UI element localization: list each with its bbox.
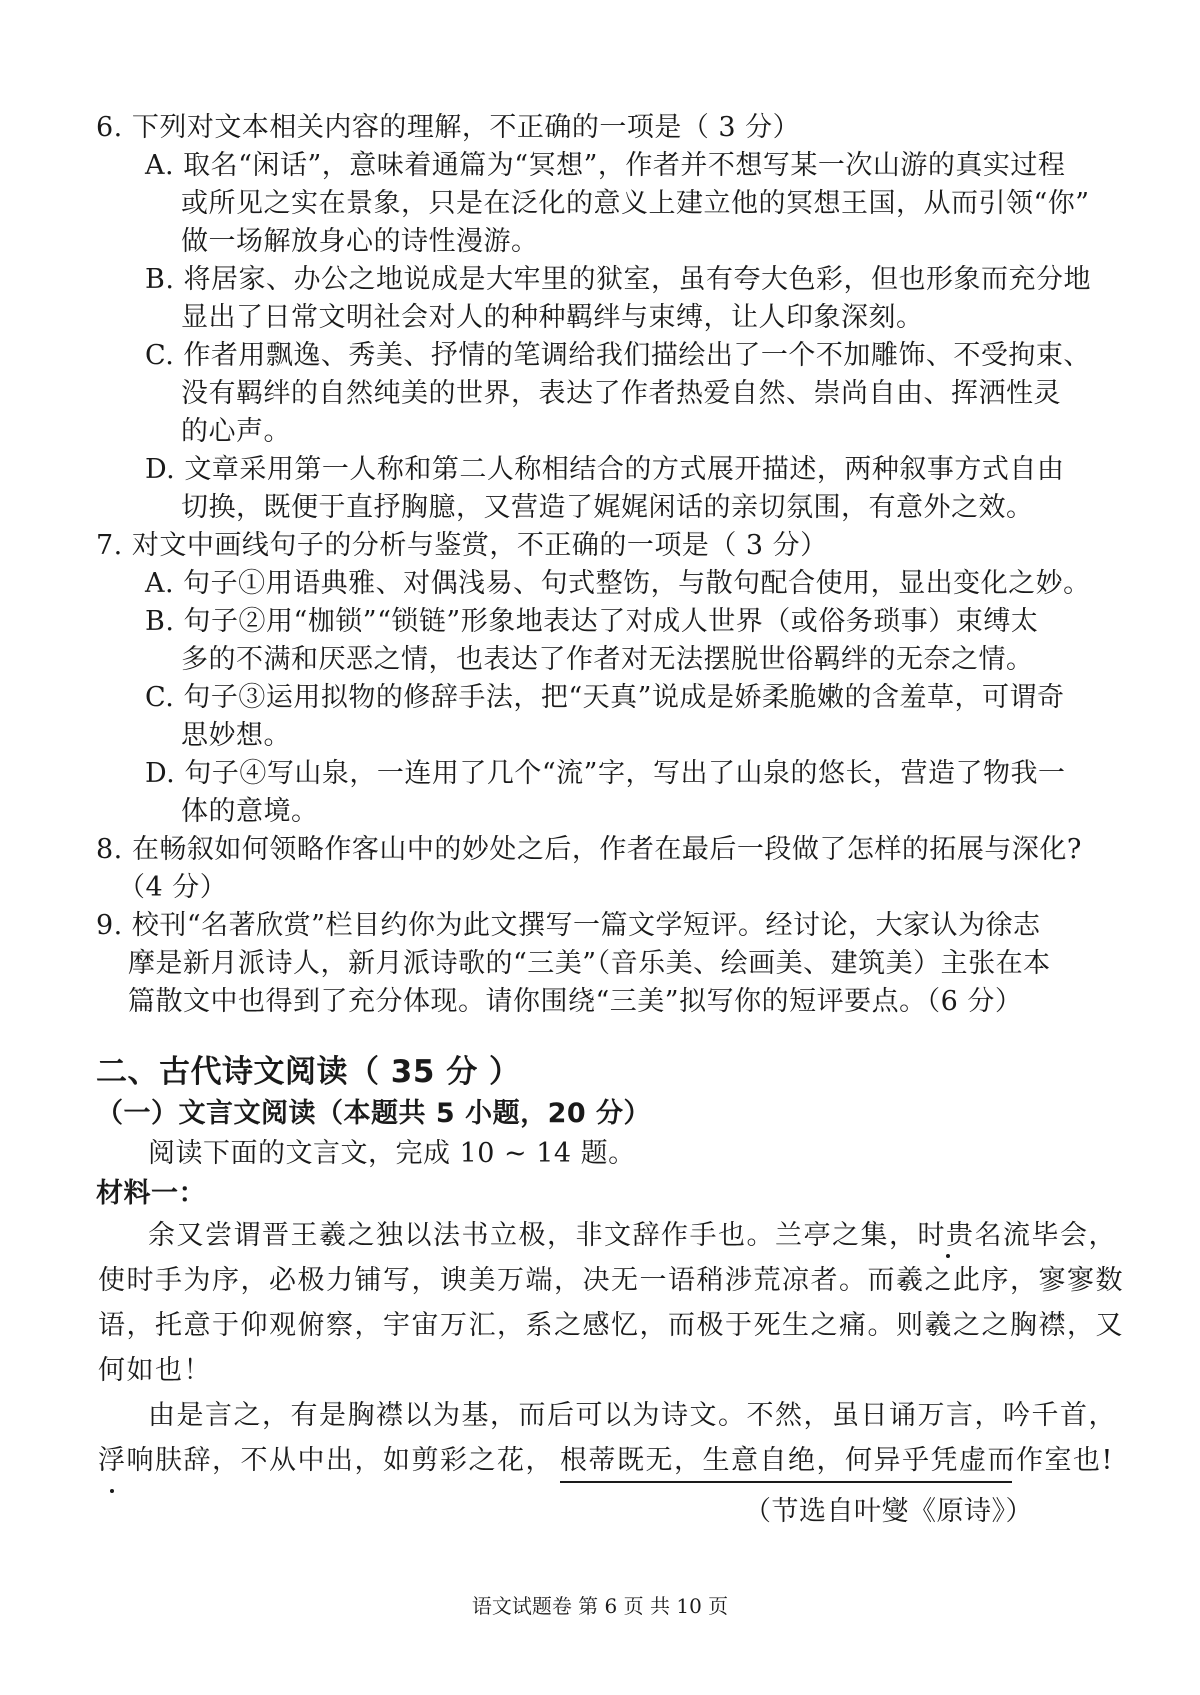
section2-intro: 阅读下面的文言文，完成 10 ~ 14 题。 bbox=[148, 1138, 636, 1169]
q6-option-a-line1: A. 取名“闲话”，意味着通篇为“冥想”，作者并不想写某一次山游的真实过程 bbox=[145, 150, 1066, 181]
q9-line1: 9. 校刊“名著欣赏”栏目约你为此文撰写一篇文学短评。经讨论，大家认为徐志 bbox=[96, 910, 1041, 941]
q8-line2: （4 分） bbox=[118, 872, 228, 903]
q7-option-c-line2: 思妙想。 bbox=[181, 720, 291, 751]
page-footer: 语文试题卷 第 6 页 共 10 页 bbox=[471, 1594, 729, 1618]
q6-option-c-line1: C. 作者用飘逸、秀美、抒情的笔调给我们描绘出了一个不加雕饰、不受拘束、 bbox=[145, 340, 1091, 371]
q9-line3: 篇散文中也得到了充分体现。请你围绕“三美”拟写你的短评要点。（6 分） bbox=[128, 986, 1023, 1017]
material1-para2-line2-underlined: 根蒂既无，生意自绝，何异乎凭虚而作室也! bbox=[560, 1445, 1114, 1476]
q6-option-c-line2: 没有羁绊的自然纯美的世界，表达了作者热爱自然、崇尚自由、挥洒性灵 bbox=[181, 378, 1061, 409]
q7-option-b-line1: B. 句子②用“枷锁”“锁链”形象地表达了对成人世界（或俗务琐事）束缚太 bbox=[145, 606, 1039, 637]
q6-option-c-line3: 的心声。 bbox=[181, 416, 291, 447]
q6-option-d-line1: D. 文章采用第一人称和第二人称相结合的方式展开描述，两种叙事方式自由 bbox=[145, 454, 1065, 485]
q6-option-b-line2: 显出了日常文明社会对人的种种羁绊与束缚，让人印象深刻。 bbox=[181, 302, 924, 333]
emphasis-dot bbox=[110, 1489, 114, 1493]
q6-option-a-line2: 或所见之实在景象，只是在泛化的意义上建立他的冥想王国，从而引领“你” bbox=[181, 188, 1090, 219]
material1-para1-line3: 语，托意于仰观俯察，宇宙万汇，系之感忆，而极于死生之痛。则羲之之胸襟，又 bbox=[98, 1310, 1124, 1341]
q6-option-a-line3: 做一场解放身心的诗性漫游。 bbox=[181, 226, 539, 257]
section2-title: 二、古代诗文阅读（ 35 分 ） bbox=[96, 1054, 521, 1090]
q7-option-d-line1: D. 句子④写山泉，一连用了几个“流”字，写出了山泉的悠长，营造了物我一 bbox=[145, 758, 1066, 789]
section2-subsection1-title: （一）文言文阅读（本题共 5 小题，20 分） bbox=[96, 1098, 652, 1129]
material1-para1-line2: 使时手为序，必极力铺写，谀美万端，决无一语稍涉荒凉者。而羲之此序，寥寥数 bbox=[98, 1265, 1124, 1296]
material1-para1-line4: 何如也！ bbox=[98, 1355, 212, 1386]
q9-line2: 摩是新月派诗人，新月派诗歌的“三美”（音乐美、绘画美、建筑美）主张在本 bbox=[128, 948, 1051, 979]
q7-option-c-line1: C. 句子③运用拟物的修辞手法，把“天真”说成是娇柔脆嫩的含羞草，可谓奇 bbox=[145, 682, 1065, 713]
material1-para1-line1: 余又尝谓晋王羲之独以法书立极，非文辞作手也。兰亭之集，时贵名流毕会， bbox=[148, 1220, 1117, 1251]
source-citation: （节选自叶燮《原诗》） bbox=[744, 1496, 1033, 1527]
q7-option-a-line1: A. 句子①用语典雅、对偶浅易、句式整饬，与散句配合使用，显出变化之妙。 bbox=[145, 568, 1091, 599]
q6-stem: 6. 下列对文本相关内容的理解，不正确的一项是（ 3 分） bbox=[96, 112, 801, 143]
q7-option-b-line2: 多的不满和厌恶之情，也表达了作者对无法摆脱世俗羁绊的无奈之情。 bbox=[181, 644, 1034, 675]
q6-option-b-line1: B. 将居家、办公之地说成是大牢里的狱室，虽有夸大色彩，但也形象而充分地 bbox=[145, 264, 1092, 295]
q8-line1: 8. 在畅叙如何领略作客山中的妙处之后，作者在最后一段做了怎样的拓展与深化? bbox=[96, 834, 1082, 865]
material1-para2-line2-plain: 浮响肤辞，不从中出，如剪彩之花， bbox=[98, 1445, 554, 1476]
q7-option-d-line2: 体的意境。 bbox=[181, 796, 319, 827]
material1-para2-line1: 由是言之，有是胸襟以为基，而后可以为诗文。不然，虽日诵万言，吟千首， bbox=[148, 1400, 1117, 1431]
emphasis-dot bbox=[946, 1254, 950, 1258]
q7-stem: 7. 对文中画线句子的分析与鉴赏，不正确的一项是（ 3 分） bbox=[96, 530, 828, 561]
material-label: 材料一： bbox=[96, 1178, 206, 1209]
sentence-underline bbox=[560, 1481, 1012, 1483]
q6-option-d-line2: 切换，既便于直抒胸臆，又营造了娓娓闲话的亲切氛围，有意外之效。 bbox=[181, 492, 1034, 523]
